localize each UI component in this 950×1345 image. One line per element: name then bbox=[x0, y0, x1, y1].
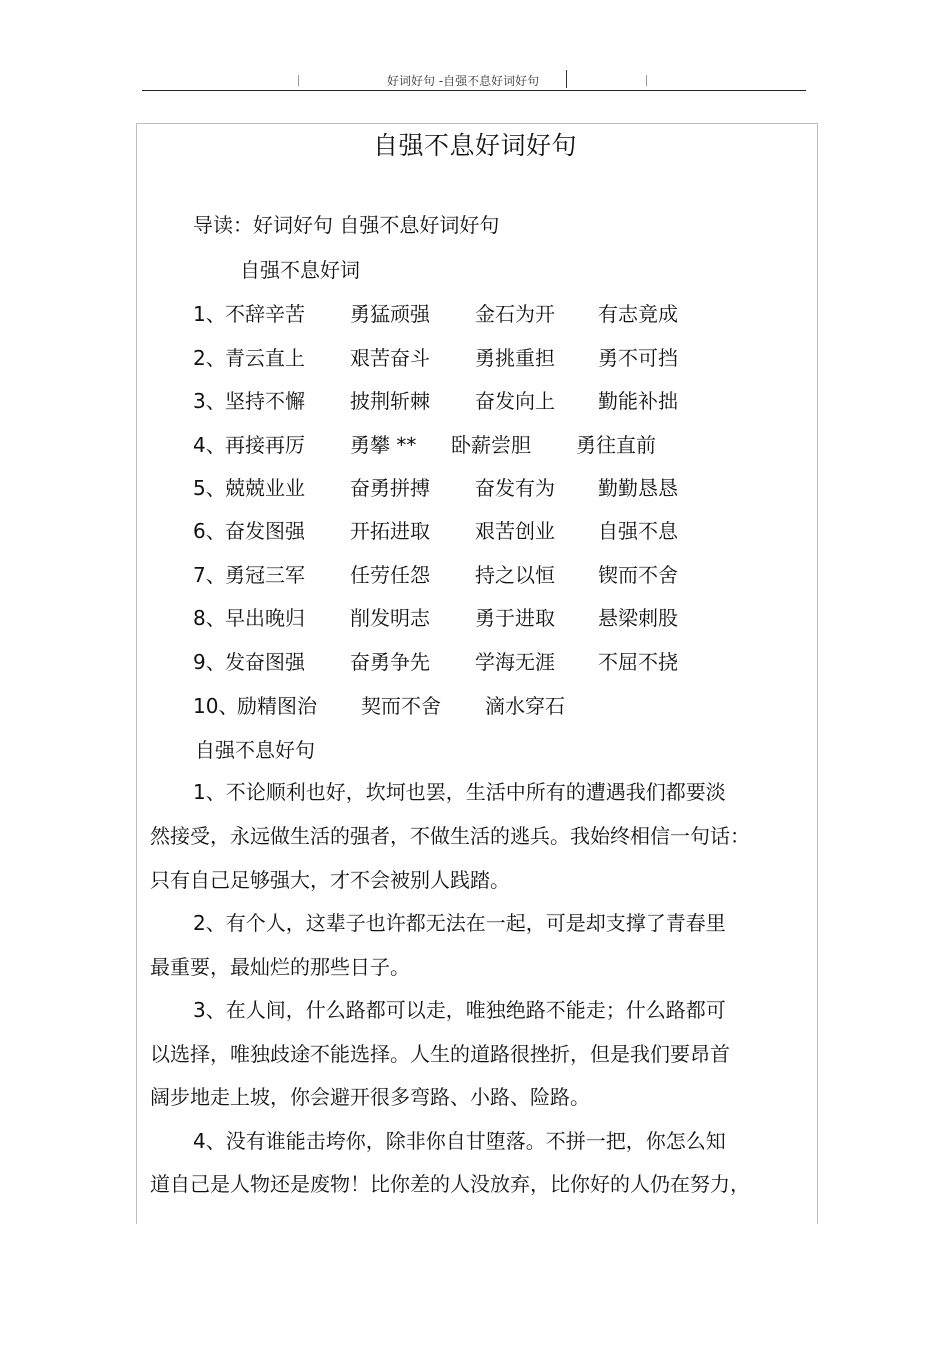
word-item: 勇不可挡 bbox=[598, 346, 678, 370]
word-row-number: 3、 bbox=[193, 389, 226, 413]
word-item: 兢兢业业 bbox=[225, 476, 305, 500]
word-item: 有志竟成 bbox=[598, 302, 678, 326]
paragraph-line: 只有自己足够强大，才不会被别人践踏。 bbox=[150, 868, 510, 892]
paragraph-line: 以选择，唯独歧途不能选择。人生的道路很挫折，但是我们要昂首 bbox=[150, 1042, 730, 1066]
word-item: 青云直上 bbox=[225, 346, 305, 370]
word-item: 悬梁刺股 bbox=[598, 606, 678, 630]
word-item: 奋发有为 bbox=[475, 476, 555, 500]
word-row bbox=[193, 298, 793, 326]
word-item: 卧薪尝胆 bbox=[451, 433, 531, 457]
word-item: 坚持不懈 bbox=[225, 389, 305, 413]
paragraph-line: 3、在人间，什么路都可以走，唯独绝路不能走；什么路都可 bbox=[193, 998, 726, 1022]
word-row bbox=[193, 559, 793, 587]
paragraph-line: 道自己是人物还是废物！比你差的人没放弃，比你好的人仍在努力， bbox=[150, 1172, 750, 1196]
paragraph-line: 1、不论顺利也好，坎坷也罢，生活中所有的遭遇我们都要淡 bbox=[193, 780, 726, 804]
word-row-number: 9、 bbox=[193, 650, 226, 674]
word-row-number: 4、 bbox=[193, 433, 226, 457]
words-heading: 自强不息好词 bbox=[240, 258, 360, 282]
word-item: 学海无涯 bbox=[475, 650, 555, 674]
word-row bbox=[193, 646, 793, 674]
page-title: 自强不息好词好句 bbox=[372, 131, 577, 160]
word-item: 滴水穿石 bbox=[485, 694, 565, 718]
word-item: 奋勇争先 bbox=[350, 650, 430, 674]
word-item: 自强不息 bbox=[598, 519, 678, 543]
lead-text: 导读：好词好句 自强不息好词好句 bbox=[193, 213, 500, 237]
word-row bbox=[193, 342, 793, 370]
word-item: 不屈不挠 bbox=[598, 650, 678, 674]
word-item: 削发明志 bbox=[350, 606, 430, 630]
word-item: 奋发向上 bbox=[475, 389, 555, 413]
word-item: 披荆斩棘 bbox=[350, 389, 430, 413]
word-item: 再接再厉 bbox=[225, 433, 305, 457]
word-item: 发奋图强 bbox=[225, 650, 305, 674]
word-row-number: 6、 bbox=[193, 519, 226, 543]
word-row bbox=[193, 602, 793, 630]
word-row-number: 7、 bbox=[193, 563, 226, 587]
word-row bbox=[193, 472, 793, 500]
word-item: 勇攀 ** bbox=[350, 433, 417, 457]
paragraph-line: 2、有个人，这辈子也许都无法在一起，可是却支撑了青春里 bbox=[193, 911, 726, 935]
paragraph-line: 最重要，最灿烂的那些日子。 bbox=[150, 955, 410, 979]
word-item: 勇于进取 bbox=[475, 606, 555, 630]
running-header bbox=[142, 68, 806, 91]
word-item: 持之以恒 bbox=[475, 563, 555, 587]
word-item: 勤勤恳恳 bbox=[598, 476, 678, 500]
paragraph-line: 4、没有谁能击垮你，除非你自甘堕落。不拼一把，你怎么知 bbox=[193, 1129, 726, 1153]
word-item: 不辞辛苦 bbox=[225, 302, 305, 326]
running-header-title: 好词好句 -自强不息好词好句 bbox=[387, 74, 540, 88]
sentences-heading: 自强不息好句 bbox=[195, 738, 315, 762]
word-item: 奋勇拼搏 bbox=[350, 476, 430, 500]
word-row-number: 10、 bbox=[193, 694, 239, 718]
word-row bbox=[193, 429, 793, 457]
header-tick-mark bbox=[298, 75, 299, 86]
word-item: 任劳任怨 bbox=[350, 563, 430, 587]
word-row bbox=[193, 515, 793, 543]
word-row-number: 1、 bbox=[193, 302, 226, 326]
word-item: 契而不舍 bbox=[361, 694, 441, 718]
word-item: 早出晚归 bbox=[225, 606, 305, 630]
word-item: 勇猛顽强 bbox=[350, 302, 430, 326]
word-item: 勇往直前 bbox=[576, 433, 656, 457]
word-row-number: 2、 bbox=[193, 346, 226, 370]
word-item: 开拓进取 bbox=[350, 519, 430, 543]
word-item: 奋发图强 bbox=[225, 519, 305, 543]
header-tick-mark bbox=[566, 70, 567, 88]
word-item: 勇冠三军 bbox=[225, 563, 305, 587]
word-item: 锲而不舍 bbox=[598, 563, 678, 587]
word-row-number: 5、 bbox=[193, 476, 226, 500]
word-item: 勇挑重担 bbox=[475, 346, 555, 370]
word-row-number: 8、 bbox=[193, 606, 226, 630]
word-item: 艰苦创业 bbox=[475, 519, 555, 543]
word-row bbox=[193, 690, 793, 718]
word-item: 艰苦奋斗 bbox=[350, 346, 430, 370]
word-item: 励精图治 bbox=[237, 694, 317, 718]
header-tick-mark bbox=[646, 75, 647, 86]
paragraph-line: 阔步地走上坡，你会避开很多弯路、小路、险路。 bbox=[150, 1085, 590, 1109]
word-item: 金石为开 bbox=[475, 302, 555, 326]
paragraph-line: 然接受，永远做生活的强者，不做生活的逃兵。我始终相信一句话： bbox=[150, 824, 750, 848]
word-item: 勤能补拙 bbox=[598, 389, 678, 413]
word-row bbox=[193, 385, 793, 413]
